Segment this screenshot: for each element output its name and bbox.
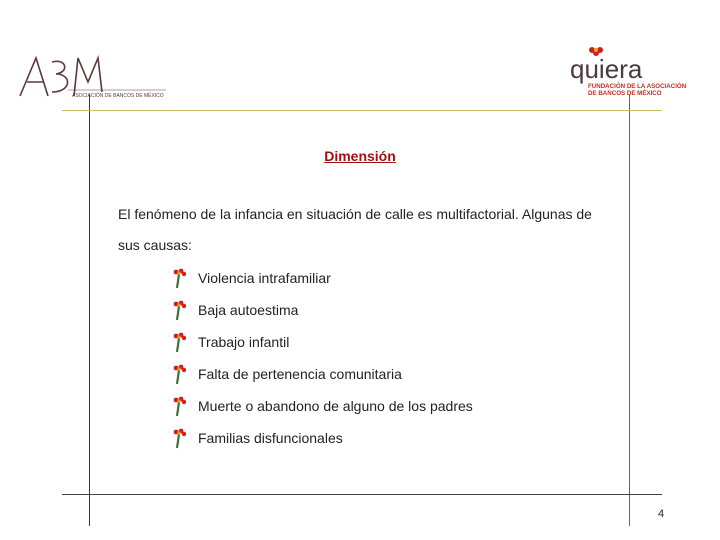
quiera-subtext-line2: DE BANCOS DE MÉXICO <box>588 90 662 97</box>
list-item-text: Baja autoestima <box>198 302 299 318</box>
list-item-text: Trabajo infantil <box>198 334 290 350</box>
flower-bullet-icon <box>170 331 190 353</box>
list-item-text: Violencia intrafamiliar <box>198 270 331 286</box>
flower-bullet-icon <box>170 267 190 289</box>
causes-list <box>170 262 473 454</box>
top-horizontal-rule <box>62 110 662 111</box>
list-item <box>170 422 473 454</box>
page-number: 4 <box>658 508 665 520</box>
list-item <box>170 358 473 390</box>
abm-logo-subtext: ASOCIACIÓN DE BANCOS DE MÉXICO <box>72 93 164 99</box>
flower-bullet-icon <box>170 427 190 449</box>
list-item <box>170 390 473 422</box>
quiera-wordmark: quiera <box>570 54 643 84</box>
flower-bullet-icon <box>170 299 190 321</box>
list-item-text: Muerte o abandono de alguno de los padres <box>198 398 473 414</box>
slide-title: Dimensión <box>324 148 396 164</box>
list-item <box>170 294 473 326</box>
abm-logo <box>18 52 168 100</box>
flower-bullet-icon <box>170 395 190 417</box>
list-item <box>170 262 473 294</box>
list-item-text: Falta de pertenencia comunitaria <box>198 366 402 382</box>
quiera-subtext-line1: FUNDACIÓN DE LA ASOCIACIÓN <box>588 83 687 90</box>
list-item-text: Familias disfuncionales <box>198 430 343 446</box>
quiera-logo <box>566 44 692 98</box>
intro-line-2: sus causas: <box>118 237 192 253</box>
bottom-horizontal-rule <box>62 494 662 495</box>
intro-line-1: El fenómeno de la infancia en situación de calle es multifactorial. Algunas de <box>118 206 592 222</box>
flower-bullet-icon <box>170 363 190 385</box>
list-item <box>170 326 473 358</box>
